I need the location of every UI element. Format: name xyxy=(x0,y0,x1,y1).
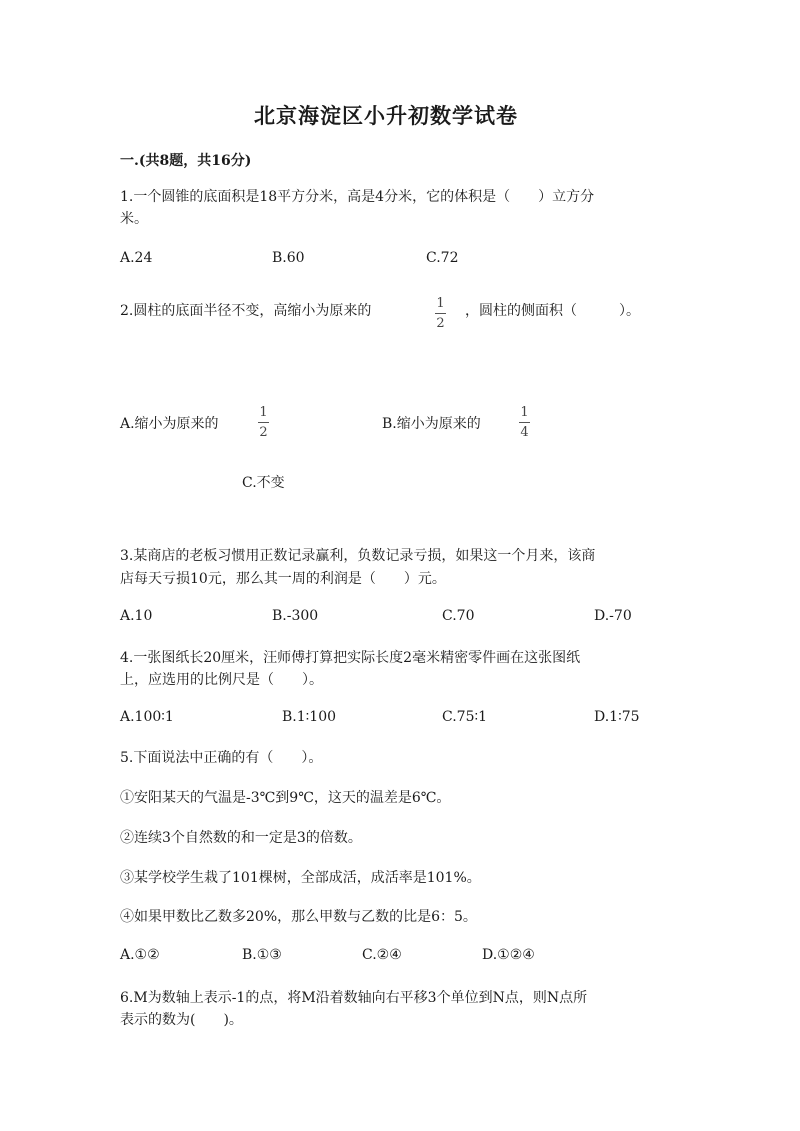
section-heading: 一.(共8题，共16分) xyxy=(120,153,252,169)
question-6-line-2: 表示的数为( )。 xyxy=(120,1012,243,1028)
exam-title: 北京海淀区小升初数学试卷 xyxy=(254,103,518,128)
option-b: B.60 xyxy=(272,250,305,266)
option-a: A.10 xyxy=(120,608,153,624)
option-a-label: A.缩小为原来的 xyxy=(120,416,219,432)
option-d: D.①②④ xyxy=(482,947,535,963)
option-c: C.75∶1 xyxy=(442,709,488,725)
fraction-denominator: 4 xyxy=(520,425,529,440)
option-b: B.-300 xyxy=(272,608,319,624)
question-2-stem-suffix: ，圆柱的侧面积（ ）。 xyxy=(465,303,640,319)
fraction-numerator: 1 xyxy=(259,405,268,420)
fraction-numerator: 1 xyxy=(520,405,529,420)
option-d: D.-70 xyxy=(594,608,632,624)
option-a: A.24 xyxy=(120,250,153,266)
option-d: D.1∶75 xyxy=(594,709,640,725)
question-1-line-2: 米。 xyxy=(120,211,148,227)
fraction-denominator: 2 xyxy=(259,425,268,440)
statement-3: ③某学校学生栽了101棵树，全部成活，成活率是101%。 xyxy=(120,870,481,886)
option-c: C.72 xyxy=(426,250,459,266)
fraction-denominator: 2 xyxy=(436,316,445,331)
statement-4: ④如果甲数比乙数多20%，那么甲数与乙数的比是6：5。 xyxy=(120,909,477,925)
fraction-one-half xyxy=(258,405,269,440)
option-b: B.1∶100 xyxy=(282,709,337,725)
fraction-one-quarter xyxy=(519,405,530,440)
question-1-line-1: 1.一个圆锥的底面积是18平方分米，高是4分米，它的体积是（ ）立方分 xyxy=(120,189,595,205)
question-4-line-1: 4.一张图纸长20厘米，汪师傅打算把实际长度2毫米精密零件画在这张图纸 xyxy=(120,650,581,666)
option-c: C.70 xyxy=(442,608,475,624)
question-2-stem-prefix: 2.圆柱的底面半径不变，高缩小为原来的 xyxy=(120,303,372,319)
option-c: C.②④ xyxy=(362,947,402,963)
statement-2: ②连续3个自然数的和一定是3的倍数。 xyxy=(120,830,362,846)
question-6-line-1: 6.M为数轴上表示-1的点，将M沿着数轴向右平移3个单位到N点，则N点所 xyxy=(120,990,588,1006)
fraction-one-half xyxy=(435,296,446,331)
fraction-bar xyxy=(435,313,446,314)
fraction-numerator: 1 xyxy=(436,296,445,311)
question-4-line-2: 上，应选用的比例尺是（ ）。 xyxy=(120,672,323,688)
fraction-bar xyxy=(519,422,530,423)
question-3-line-1: 3.某商店的老板习惯用正数记录赢利，负数记录亏损，如果这一个月来，该商 xyxy=(120,548,596,564)
question-3-line-2: 店每天亏损10元，那么其一周的利润是（ ）元。 xyxy=(120,571,446,587)
statement-1: ①安阳某天的气温是-3℃到9℃，这天的温差是6℃。 xyxy=(120,790,451,806)
option-b-label: B.缩小为原来的 xyxy=(382,416,481,432)
question-5-stem: 5.下面说法中正确的有（ ）。 xyxy=(120,750,323,766)
option-b: B.①③ xyxy=(242,947,282,963)
option-a: A.①② xyxy=(120,947,160,963)
option-c: C.不变 xyxy=(242,475,285,491)
fraction-bar xyxy=(258,422,269,423)
option-a: A.100∶1 xyxy=(120,709,174,725)
